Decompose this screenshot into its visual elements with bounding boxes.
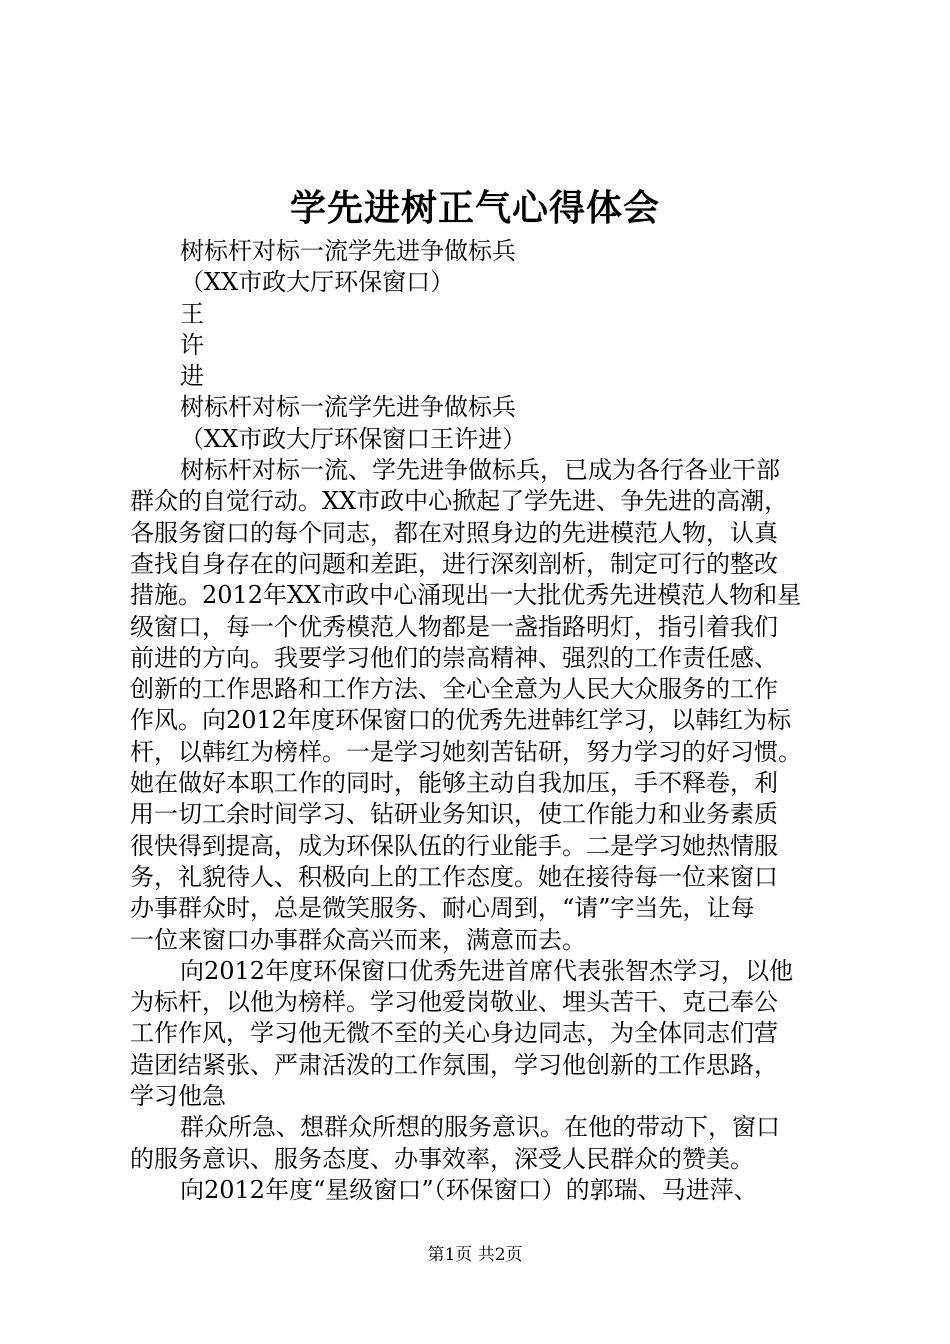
page-footer: 第1页 共2页 bbox=[427, 1245, 523, 1265]
text-line: 用一切工余时间学习、钻研业务知识，使工作能力和业务素质 bbox=[130, 800, 778, 829]
text-line: 一位来窗口办事群众高兴而来，满意而去。 bbox=[130, 925, 586, 954]
text-line: 进 bbox=[180, 362, 204, 391]
text-line: 前进的方向。我要学习他们的崇高精神、强烈的工作责任感、 bbox=[130, 643, 778, 672]
text-line: 为标杆，以他为榜样。学习他爱岗敬业、埋头苦干、克己奉公 bbox=[130, 988, 778, 1017]
text-line: 创新的工作思路和工作方法、全心全意为人民大众服务的工作 bbox=[130, 675, 778, 704]
text-line: 的服务意识、服务态度、办事效率，深受人民群众的赞美。 bbox=[130, 1144, 754, 1173]
text-line: 措施。2012年XX市政中心涌现出一大批优秀先进模范人物和星 bbox=[130, 581, 802, 610]
text-line: 向2012年度“星级窗口”（环保窗口）的郭瑞、马进萍、 bbox=[180, 1175, 758, 1204]
text-line: （XX市政大厅环保窗口王许进） bbox=[180, 424, 527, 453]
text-line: 王 bbox=[180, 299, 204, 328]
text-line: 树标杆对标一流学先进争做标兵 bbox=[180, 393, 516, 422]
text-line: 工作作风，学习他无微不至的关心身边同志，为全体同志们营 bbox=[130, 1019, 778, 1048]
text-line: 级窗口，每一个优秀模范人物都是一盏指路明灯，指引着我们 bbox=[130, 612, 778, 641]
text-line: （XX市政大厅环保窗口） bbox=[180, 268, 455, 297]
text-line: 务，礼貌待人、积极向上的工作态度。她在接待每一位来窗口 bbox=[130, 862, 778, 891]
text-line: 向2012年度环保窗口优秀先进首席代表张智杰学习，以他 bbox=[180, 956, 794, 985]
text-line: 群众的自觉行动。XX市政中心掀起了学先进、争先进的高潮， bbox=[130, 487, 789, 516]
text-line: 杆，以韩红为榜样。一是学习她刻苦钻研，努力学习的好习惯。 bbox=[130, 737, 802, 766]
text-line: 她在做好本职工作的同时，能够主动自我加压，手不释卷，利 bbox=[130, 769, 778, 798]
text-line: 各服务窗口的每个同志，都在对照身边的先进模范人物，认真 bbox=[130, 518, 778, 547]
text-line: 很快得到提高，成为环保队伍的行业能手。二是学习她热情服 bbox=[130, 831, 778, 860]
text-line: 作风。向2012年度环保窗口的优秀先进韩红学习，以韩红为标 bbox=[130, 706, 792, 735]
text-line: 群众所急、想群众所想的服务意识。在他的带动下，窗口 bbox=[180, 1113, 780, 1142]
document-title: 学先进树正气心得体会 bbox=[289, 187, 660, 229]
text-line: 造团结紧张、严肃活泼的工作氛围，学习他创新的工作思路， bbox=[130, 1050, 778, 1079]
text-line: 学习他急 bbox=[130, 1082, 226, 1111]
text-line: 树标杆对标一流学先进争做标兵 bbox=[180, 237, 516, 265]
text-line: 办事群众时，总是微笑服务、耐心周到，“请”字当先，让每 bbox=[130, 894, 755, 923]
text-line: 树标杆对标一流、学先进争做标兵，已成为各行各业干部 bbox=[180, 456, 780, 485]
text-line: 查找自身存在的问题和差距，进行深刻剖析，制定可行的整改 bbox=[130, 549, 778, 578]
text-line: 许 bbox=[180, 330, 204, 359]
document-body bbox=[130, 236, 830, 1206]
